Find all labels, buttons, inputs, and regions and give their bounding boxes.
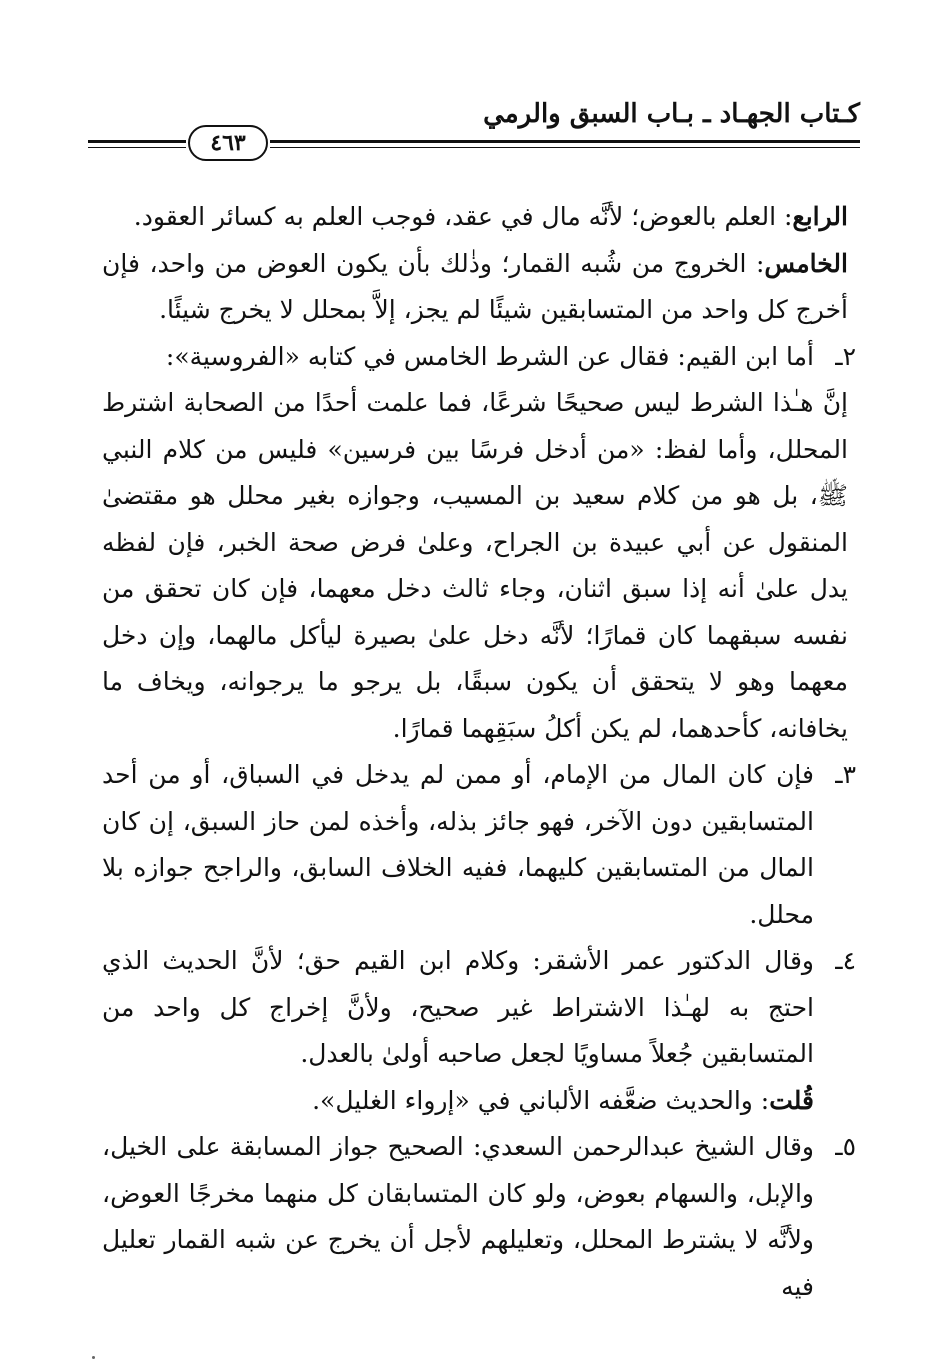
page-number-badge: ٤٦٣ <box>188 125 268 161</box>
numbered-item-2 <box>102 334 856 381</box>
item-number: ٤ـ <box>835 946 856 975</box>
numbered-item-5 <box>102 1124 856 1310</box>
paragraph-fifth-condition <box>102 241 848 334</box>
condition-text: : الخروج من شُبه القمار؛ وذٰلك بأن يكون العوض من واحد، فإن أخرج كل واحد من المتسابقين شيئًا لم يجز، إلاَّ بمحلل لا يخرج شيئًا. <box>102 248 848 324</box>
numbered-item-3 <box>102 752 856 938</box>
condition-text: : العلم بالعوض؛ لأنَّه مال في عقد، فوجب العلم به كسائر العقود. <box>133 202 793 231</box>
item-text: وقال الشيخ عبدالرحمن السعدي: الصحيح جواز المسابقة على الخيل، والإبل، والسهام بعوض، ولو كان المتسابقان كل منهما مخرجًا العوض، ولأنَّه لا يشترط المحلل، وتعليلهم لأجل أن يخرج عن شبه القمار تعليل فيه <box>102 1132 814 1301</box>
author-note <box>102 1078 814 1125</box>
note-label: قُلت <box>769 1085 814 1115</box>
numbered-item-4 <box>102 938 856 1124</box>
header-rule <box>88 140 186 143</box>
header-rule <box>88 147 186 148</box>
ibn-qayyim-quote: إنَّ هـٰذا الشرط ليس صحيحًا شرعًا، فما علمت أحدًا من الصحابة اشترط المحلل، وأما لفظ: «من أدخل فرسًا بين فرسين» فليس من كلام النبي ﷺ، بل هو من كلام سعيد بن المسيب، وجوازه بغير محلل هو مقتضىٰ المنقول عن أبي عبيدة بن الجراح، وعلىٰ فرض صحة الخبر، فإن لفظه يدل علىٰ أنه إذا سبق اثنان، وجاء ثالث دخل معهما، فإن كان تحقق من نفسه سبقهما كان قمارًا؛ لأنَّه دخل علىٰ بصيرة ليأكل مالهما، وإن دخل معهما وهو لا يتحقق أن يكون سبقًا، بل يرجو ما يرجوانه، ويخاف ما يخافانه، كأحدهما، لم يكن أكلُ سبَقِهما قمارًا. <box>102 388 848 743</box>
condition-label: الرابع <box>792 202 848 231</box>
note-text: : والحديث ضعَّفه الألباني في «إرواء الغليل». <box>312 1085 770 1115</box>
paragraph-fourth-condition <box>102 194 848 241</box>
header-rule <box>270 140 860 143</box>
condition-label: الخامس <box>764 248 848 278</box>
scan-speck <box>92 1356 95 1359</box>
running-header-title: كـتاب الجهـاد ـ بـاب السبق والرمي <box>483 99 860 129</box>
item-intro: أما ابن القيم: فقال عن الشرط الخامس في كتابه «الفروسية»: <box>165 341 814 371</box>
item-text: وقال الدكتور عمر الأشقر: وكلام ابن القيم حق؛ لأنَّ الحديث الذي احتج به لهـٰذا الاشتراط غير صحيح، ولأنَّ إخراج كل واحد من المتسابقين جُعلاً مساويًا لجعل صاحبه أولىٰ بالعدل. <box>102 946 814 1068</box>
header-rule <box>270 147 860 148</box>
item-text: فإن كان المال من الإمام، أو ممن لم يدخل في السباق، أو من أحد المتسابقين دون الآخر، فهو جائز بذله، وأخذه لمن حاز السبق، إن كان المال من المتسابقين كليهما، ففيه الخلاف السابق، والراجح جوازه بلا محلل. <box>102 760 814 929</box>
item-number: ٢ـ <box>835 341 856 371</box>
body-text <box>102 194 856 1310</box>
item-number: ٣ـ <box>835 760 856 789</box>
item-number: ٥ـ <box>835 1132 856 1161</box>
